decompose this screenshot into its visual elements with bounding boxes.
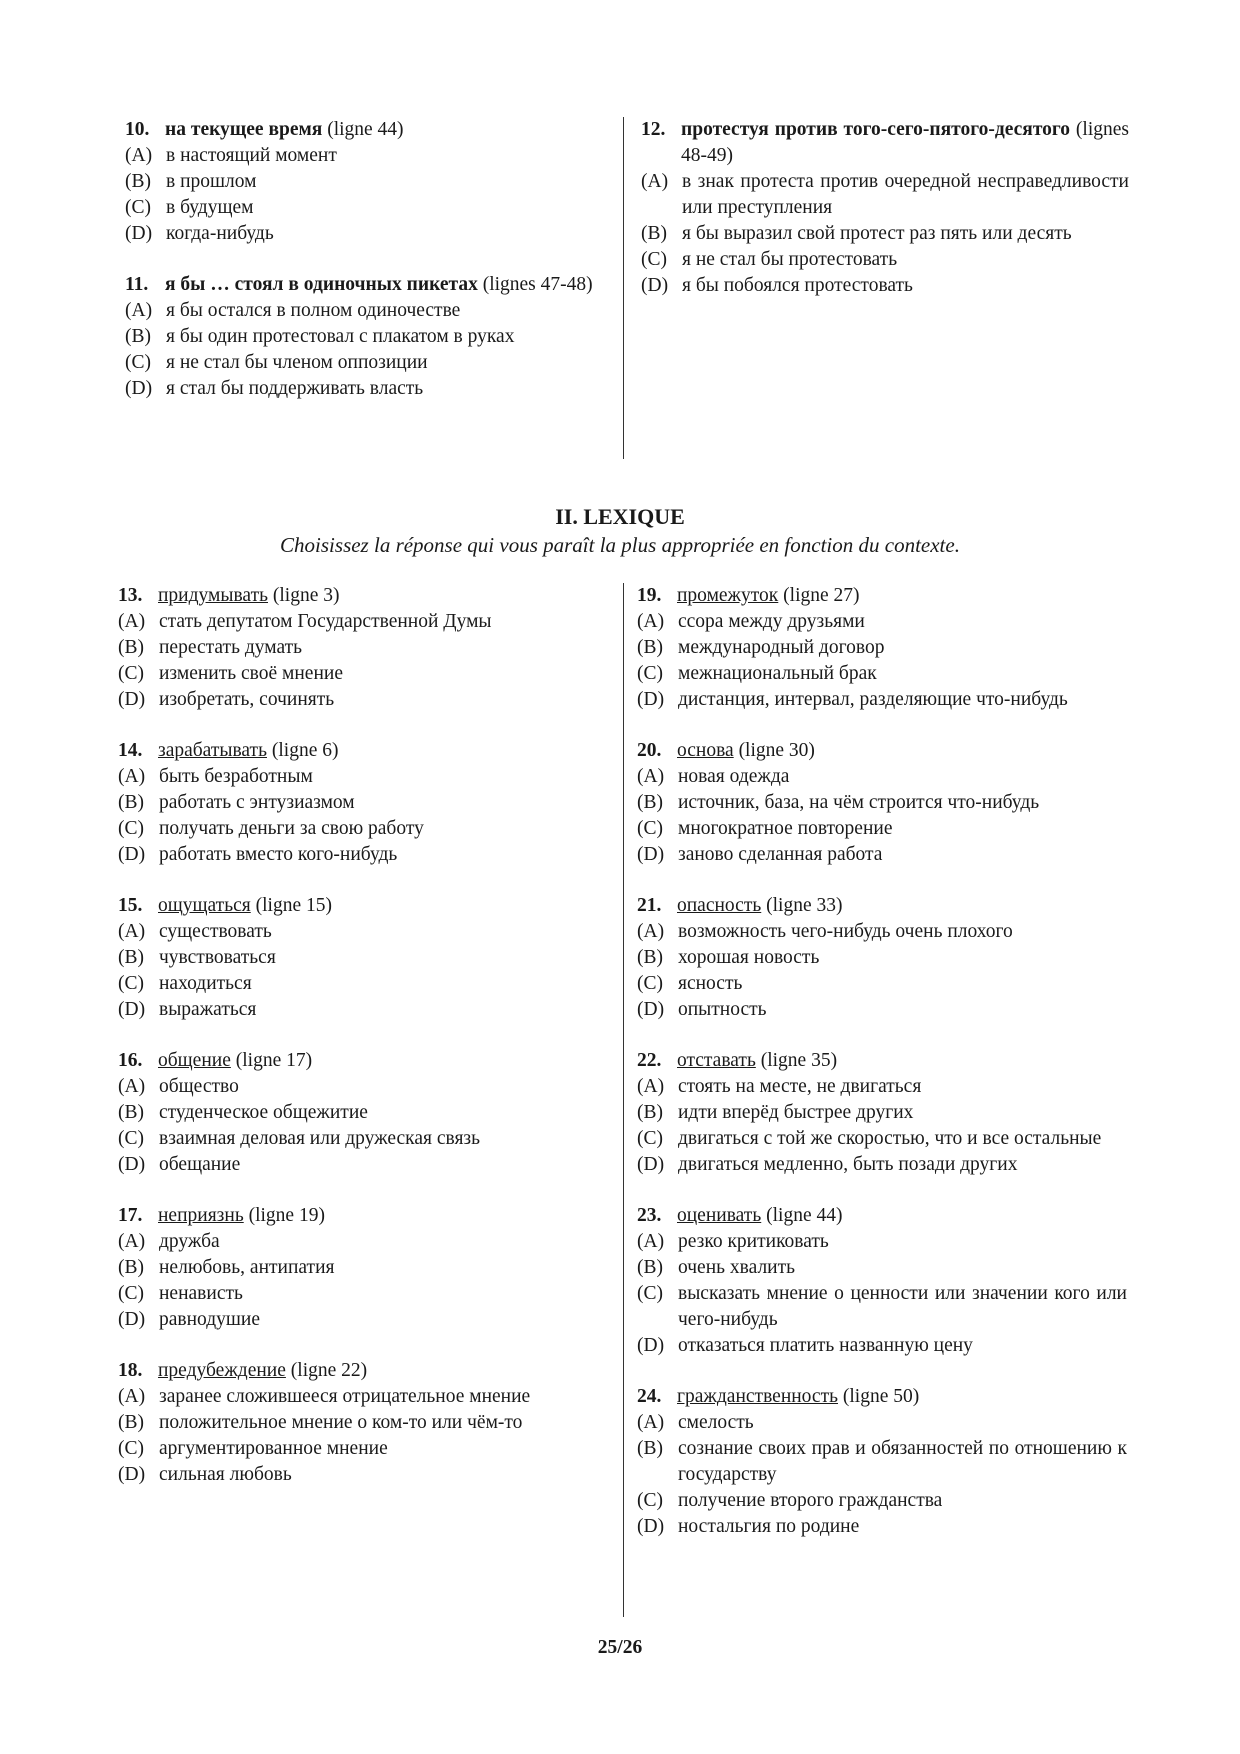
answer-option — [118, 1074, 588, 1100]
section-instructions: Choisissez la réponse qui vous paraît la plus appropriée en fonction du contexte. — [280, 533, 960, 557]
option-text: я не стал бы членом оппозиции — [166, 352, 428, 373]
option-label: (A) — [118, 1231, 146, 1252]
option-text: дистанция, интервал, разделяющие что-нибудь — [678, 689, 1068, 710]
answer-option — [118, 945, 588, 971]
line-reference: (lignes 47-48) — [482, 274, 593, 295]
question-header — [637, 738, 1127, 764]
option-text: перестать думать — [159, 637, 303, 658]
answer-option — [641, 273, 1129, 299]
option-text: многократное повторение — [678, 818, 893, 839]
question-header — [125, 117, 600, 143]
question-header — [637, 1203, 1127, 1229]
line-reference: (ligne 22) — [290, 1360, 368, 1381]
answer-option — [125, 350, 600, 376]
question-header — [118, 893, 588, 919]
question-term: оценивать — [677, 1205, 762, 1226]
question-item — [637, 893, 1127, 1023]
option-label: (C) — [125, 352, 151, 373]
answer-option — [118, 661, 588, 687]
question-header — [118, 1048, 588, 1074]
option-label: (B) — [118, 1257, 144, 1278]
question-header — [641, 117, 1129, 169]
section1-left-column — [125, 117, 600, 427]
line-reference: (ligne 50) — [842, 1386, 920, 1407]
question-prompt — [677, 738, 1127, 764]
question-prompt — [165, 117, 600, 143]
option-text: двигаться с той же скоростью, что и все остальные — [678, 1128, 1102, 1149]
answer-option — [125, 169, 600, 195]
option-label: (B) — [637, 1438, 663, 1459]
option-text: сознание своих прав и обязанностей по отношению к государству — [678, 1438, 1127, 1485]
option-label: (B) — [125, 171, 151, 192]
question-prompt — [158, 583, 588, 609]
question-item — [118, 738, 588, 868]
section2-left-column — [118, 583, 588, 1513]
answer-option — [118, 1255, 588, 1281]
question-term: предубеждение — [158, 1360, 286, 1381]
answer-option — [118, 764, 588, 790]
answer-option — [637, 790, 1127, 816]
option-label: (D) — [118, 689, 146, 710]
option-text: чувствоваться — [159, 947, 276, 968]
line-reference: (ligne 44) — [327, 119, 404, 140]
option-label: (B) — [125, 326, 151, 347]
question-header — [637, 1384, 1127, 1410]
option-text: ссора между друзьями — [678, 611, 865, 632]
question-item — [118, 893, 588, 1023]
option-label: (D) — [637, 1335, 665, 1356]
question-term: опасность — [677, 895, 762, 916]
option-text: в будущем — [166, 197, 254, 218]
option-label: (A) — [125, 300, 153, 321]
question-prompt — [677, 1048, 1127, 1074]
option-text: очень хвалить — [678, 1257, 796, 1278]
question-item — [125, 117, 600, 247]
option-label: (D) — [637, 1516, 665, 1537]
answer-option — [637, 1436, 1127, 1488]
question-prompt — [158, 738, 588, 764]
answer-option — [118, 1307, 588, 1333]
answer-option — [118, 1281, 588, 1307]
question-number: 24. — [637, 1386, 662, 1407]
question-term: основа — [677, 740, 734, 761]
question-prompt — [158, 1203, 588, 1229]
option-label: (C) — [118, 1438, 144, 1459]
answer-option — [118, 919, 588, 945]
option-label: (B) — [637, 1102, 663, 1123]
option-label: (C) — [641, 249, 667, 270]
option-text: высказать мнение о ценности или значении кого или чего-нибудь — [678, 1283, 1127, 1330]
answer-option — [637, 842, 1127, 868]
answer-option — [118, 816, 588, 842]
option-text: хорошая новость — [678, 947, 820, 968]
option-text: я стал бы поддерживать власть — [166, 378, 424, 399]
question-term: промежуток — [677, 585, 779, 606]
option-label: (A) — [118, 766, 146, 787]
answer-option — [637, 1229, 1127, 1255]
option-text: ненависть — [159, 1283, 243, 1304]
option-label: (B) — [637, 947, 663, 968]
option-text: двигаться медленно, быть позади других — [678, 1154, 1018, 1175]
line-reference: (ligne 17) — [235, 1050, 313, 1071]
option-label: (C) — [637, 1128, 663, 1149]
question-term: протестуя против того-сего-пятого-десятого — [681, 119, 1071, 140]
option-text: я бы побоялся протестовать — [682, 275, 913, 296]
option-text: ясность — [678, 973, 743, 994]
answer-option — [125, 195, 600, 221]
option-text: нелюбовь, антипатия — [159, 1257, 335, 1278]
question-header — [637, 1048, 1127, 1074]
answer-option — [118, 687, 588, 713]
answer-option — [641, 247, 1129, 273]
option-text: в настоящий момент — [166, 145, 337, 166]
option-text: выражаться — [159, 999, 257, 1020]
question-term: неприязнь — [158, 1205, 244, 1226]
option-text: существовать — [159, 921, 272, 942]
option-text: в прошлом — [166, 171, 257, 192]
question-prompt — [677, 1384, 1127, 1410]
line-reference: (ligne 6) — [271, 740, 339, 761]
question-term: гражданственность — [677, 1386, 838, 1407]
option-text: обещание — [159, 1154, 241, 1175]
line-reference: (ligne 27) — [783, 585, 860, 606]
answer-option — [118, 971, 588, 997]
option-label: (D) — [637, 844, 665, 865]
option-label: (D) — [125, 223, 153, 244]
option-label: (C) — [637, 663, 663, 684]
option-label: (B) — [637, 1257, 663, 1278]
option-label: (C) — [637, 1283, 663, 1304]
question-prompt — [677, 1203, 1127, 1229]
option-label: (B) — [118, 1412, 144, 1433]
answer-option — [118, 1384, 588, 1410]
answer-option — [118, 997, 588, 1023]
question-number: 10. — [125, 119, 150, 140]
option-text: взаимная деловая или дружеская связь — [159, 1128, 481, 1149]
answer-option — [637, 997, 1127, 1023]
question-prompt — [677, 893, 1127, 919]
question-number: 16. — [118, 1050, 143, 1071]
answer-option — [118, 790, 588, 816]
option-text: отказаться платить названную цену — [678, 1335, 973, 1356]
line-reference: (ligne 30) — [738, 740, 815, 761]
question-header — [118, 1358, 588, 1384]
question-item — [637, 1384, 1127, 1540]
line-reference: (ligne 15) — [255, 895, 332, 916]
question-number: 14. — [118, 740, 143, 761]
answer-option — [118, 1100, 588, 1126]
answer-option — [637, 1126, 1127, 1152]
option-text: общество — [159, 1076, 239, 1097]
question-header — [118, 583, 588, 609]
line-reference: (ligne 33) — [766, 895, 843, 916]
option-label: (D) — [118, 1464, 146, 1485]
option-text: резко критиковать — [678, 1231, 829, 1252]
option-label: (A) — [118, 1386, 146, 1407]
question-item — [118, 1048, 588, 1178]
option-label: (D) — [637, 999, 665, 1020]
question-header — [637, 583, 1127, 609]
option-text: аргументированное мнение — [159, 1438, 388, 1459]
question-term: на текущее время — [165, 119, 323, 140]
option-label: (B) — [641, 223, 667, 244]
page-number: 25/26 — [597, 1637, 643, 1658]
answer-option — [637, 687, 1127, 713]
answer-option — [637, 764, 1127, 790]
option-label: (B) — [637, 637, 663, 658]
option-label: (A) — [637, 766, 665, 787]
question-term: я бы … стоял в одиночных пикетах — [165, 274, 478, 295]
question-number: 12. — [641, 119, 666, 140]
answer-option — [118, 1126, 588, 1152]
option-label: (D) — [118, 1309, 146, 1330]
option-label: (A) — [641, 171, 669, 192]
option-text: ностальгия по родине — [678, 1516, 860, 1537]
question-prompt — [158, 893, 588, 919]
question-header — [125, 272, 600, 298]
option-text: быть безработным — [159, 766, 313, 787]
option-text: заранее сложившееся отрицательное мнение — [159, 1386, 531, 1407]
question-header — [118, 1203, 588, 1229]
answer-option — [637, 1100, 1127, 1126]
option-label: (C) — [118, 663, 144, 684]
option-text: источник, база, на чём строится что-нибудь — [678, 792, 1040, 813]
answer-option — [637, 1255, 1127, 1281]
answer-option — [637, 919, 1127, 945]
option-text: опытность — [678, 999, 767, 1020]
option-text: я бы один протестовал с плакатом в руках — [166, 326, 515, 347]
answer-option — [125, 324, 600, 350]
question-item — [641, 117, 1129, 299]
option-label: (B) — [637, 792, 663, 813]
option-text: когда-нибудь — [166, 223, 274, 244]
question-prompt — [681, 117, 1129, 169]
option-label: (C) — [118, 818, 144, 839]
question-item — [125, 272, 600, 402]
question-number: 21. — [637, 895, 662, 916]
question-number: 18. — [118, 1360, 143, 1381]
question-number: 11. — [125, 274, 149, 295]
answer-option — [118, 635, 588, 661]
option-label: (C) — [637, 973, 663, 994]
option-label: (D) — [637, 1154, 665, 1175]
option-label: (A) — [637, 611, 665, 632]
question-prompt — [677, 583, 1127, 609]
option-text: стоять на месте, не двигаться — [678, 1076, 922, 1097]
option-text: дружба — [159, 1231, 220, 1252]
answer-option — [637, 1074, 1127, 1100]
answer-option — [118, 1229, 588, 1255]
option-label: (D) — [637, 689, 665, 710]
answer-option — [118, 1436, 588, 1462]
option-label: (C) — [637, 1490, 663, 1511]
question-term: отставать — [677, 1050, 756, 1071]
option-text: работать с энтузиазмом — [159, 792, 355, 813]
answer-option — [637, 1152, 1127, 1178]
answer-option — [118, 609, 588, 635]
question-item — [118, 583, 588, 713]
option-label: (A) — [118, 1076, 146, 1097]
option-text: сильная любовь — [159, 1464, 292, 1485]
answer-option — [641, 169, 1129, 221]
answer-option — [125, 221, 600, 247]
line-reference: (ligne 44) — [766, 1205, 843, 1226]
question-item — [637, 583, 1127, 713]
question-term: ощущаться — [158, 895, 251, 916]
option-text: смелость — [678, 1412, 754, 1433]
question-number: 13. — [118, 585, 143, 606]
option-label: (A) — [637, 1076, 665, 1097]
question-prompt — [165, 272, 600, 298]
option-label: (C) — [125, 197, 151, 218]
option-text: в знак протеста против очередной несправедливости или преступления — [682, 171, 1129, 218]
question-number: 15. — [118, 895, 143, 916]
question-number: 20. — [637, 740, 662, 761]
question-term: зарабатывать — [158, 740, 267, 761]
answer-option — [637, 661, 1127, 687]
question-term: придумывать — [158, 585, 268, 606]
option-label: (A) — [637, 1412, 665, 1433]
question-term: общение — [158, 1050, 231, 1071]
answer-option — [637, 1488, 1127, 1514]
question-prompt — [158, 1358, 588, 1384]
option-text: я бы выразил свой протест раз пять или десять — [682, 223, 1072, 244]
section1-column-divider — [623, 117, 624, 459]
option-text: идти вперёд быстрее других — [678, 1102, 914, 1123]
question-prompt — [158, 1048, 588, 1074]
option-label: (B) — [118, 1102, 144, 1123]
option-label: (A) — [637, 921, 665, 942]
option-text: равнодушие — [159, 1309, 261, 1330]
question-header — [118, 738, 588, 764]
section2-right-column — [637, 583, 1127, 1565]
line-reference: (ligne 3) — [272, 585, 340, 606]
option-label: (A) — [637, 1231, 665, 1252]
question-number: 23. — [637, 1205, 662, 1226]
option-label: (D) — [118, 1154, 146, 1175]
option-text: изменить своё мнение — [159, 663, 343, 684]
option-text: заново сделанная работа — [678, 844, 883, 865]
option-label: (A) — [118, 611, 146, 632]
option-text: я не стал бы протестовать — [682, 249, 898, 270]
question-number: 19. — [637, 585, 662, 606]
answer-option — [125, 376, 600, 402]
answer-option — [637, 816, 1127, 842]
option-text: международный договор — [678, 637, 885, 658]
line-reference: (ligne 35) — [760, 1050, 838, 1071]
question-item — [637, 1048, 1127, 1178]
section-title: II. LEXIQUE — [555, 504, 685, 529]
section2-column-divider — [623, 583, 624, 1617]
option-label: (A) — [125, 145, 153, 166]
option-label: (B) — [118, 637, 144, 658]
option-text: стать депутатом Государственной Думы — [159, 611, 492, 632]
option-label: (D) — [118, 999, 146, 1020]
answer-option — [125, 298, 600, 324]
answer-option — [637, 1281, 1127, 1333]
option-label: (C) — [637, 818, 663, 839]
option-text: находиться — [159, 973, 252, 994]
option-label: (D) — [641, 275, 669, 296]
option-text: положительное мнение о ком-то или чём-то — [159, 1412, 523, 1433]
question-item — [637, 1203, 1127, 1359]
line-reference: (lignes 48-49) — [681, 119, 1129, 166]
option-text: я бы остался в полном одиночестве — [166, 300, 461, 321]
answer-option — [118, 1410, 588, 1436]
answer-option — [641, 221, 1129, 247]
question-item — [118, 1203, 588, 1333]
option-label: (D) — [118, 844, 146, 865]
answer-option — [637, 1514, 1127, 1540]
question-item — [118, 1358, 588, 1488]
answer-option — [125, 143, 600, 169]
option-label: (D) — [125, 378, 153, 399]
answer-option — [637, 1333, 1127, 1359]
option-text: получать деньги за свою работу — [159, 818, 424, 839]
option-text: новая одежда — [678, 766, 790, 787]
option-label: (A) — [118, 921, 146, 942]
option-label: (C) — [118, 1283, 144, 1304]
option-text: работать вместо кого-нибудь — [159, 844, 398, 865]
question-number: 17. — [118, 1205, 143, 1226]
option-text: студенческое общежитие — [159, 1102, 368, 1123]
answer-option — [637, 635, 1127, 661]
option-text: возможность чего-нибудь очень плохого — [678, 921, 1013, 942]
question-item — [637, 738, 1127, 868]
option-text: межнациональный брак — [678, 663, 877, 684]
answer-option — [637, 609, 1127, 635]
option-text: получение второго гражданства — [678, 1490, 943, 1511]
question-header — [637, 893, 1127, 919]
section1-right-column — [641, 117, 1129, 324]
answer-option — [637, 1410, 1127, 1436]
option-label: (C) — [118, 1128, 144, 1149]
option-label: (B) — [118, 792, 144, 813]
answer-option — [118, 842, 588, 868]
question-number: 22. — [637, 1050, 662, 1071]
answer-option — [637, 971, 1127, 997]
answer-option — [118, 1462, 588, 1488]
option-text: изобретать, сочинять — [159, 689, 335, 710]
option-label: (C) — [118, 973, 144, 994]
line-reference: (ligne 19) — [248, 1205, 325, 1226]
option-label: (B) — [118, 947, 144, 968]
answer-option — [118, 1152, 588, 1178]
answer-option — [637, 945, 1127, 971]
